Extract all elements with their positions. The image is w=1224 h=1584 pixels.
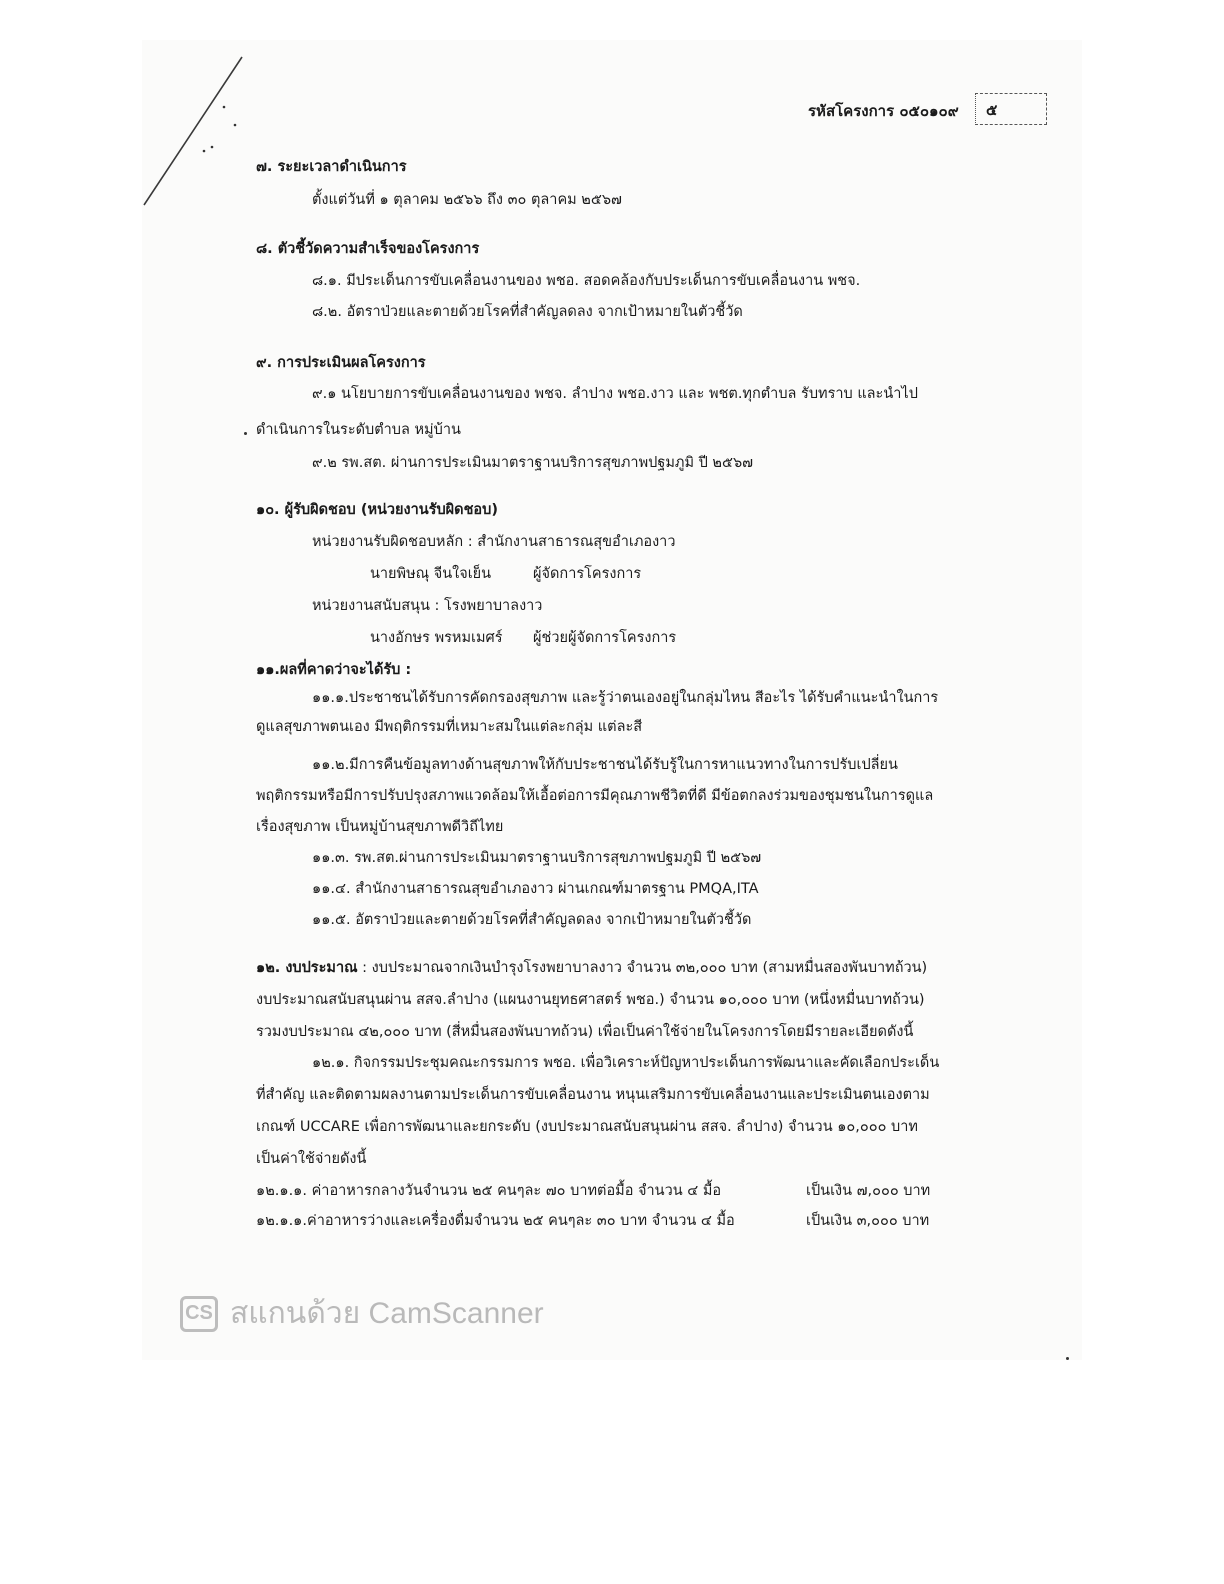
section-9-item-2: ๙.๒ รพ.สต. ผ่านการประเมินมาตราฐานบริการสุขภาพปฐมภูมิ ปี ๒๕๖๗ [312, 455, 754, 471]
section-8-item: ๘.๒. อัตราป่วยและตายด้วยโรคที่สำคัญลดลง จากเป้าหมายในตัวชี้วัด [312, 304, 743, 320]
support-unit: หน่วยงานสนับสนุน : โรงพยาบาลงาว [312, 598, 543, 614]
section-11-heading: ๑๑.ผลที่คาดว่าจะได้รับ : [256, 662, 412, 678]
section-12-budget-source: : งบประมาณจากเงินบำรุงโรงพยาบาลงาว จำนวน ๓๒,๐๐๐ บาท (สามหมื่นสองพันบาทถ้วน) [357, 960, 928, 976]
section-12-line-2: งบประมาณสนับสนุนผ่าน สสจ.ลำปาง (แผนงานยุทธศาสตร์ พชอ.) จำนวน ๑๐,๐๐๐ บาท (หนึ่งหมื่นบาทถ้วน) [256, 992, 925, 1008]
pen-stroke-mark [140, 55, 250, 210]
expense-amount: เป็นเงิน ๓,๐๐๐ บาท [806, 1213, 930, 1229]
section-11-item-3: ๑๑.๓. รพ.สต.ผ่านการประเมินมาตราฐานบริการสุขภาพปฐมภูมิ ปี ๒๕๖๗ [312, 850, 762, 866]
section-11-item-4: ๑๑.๔. สำนักงานสาธารณสุขอำเภองาว ผ่านเกณฑ์มาตรฐาน PMQA,ITA [312, 881, 759, 897]
page-number-box [975, 93, 1047, 125]
main-responsible-role: ผู้จัดการโครงการ [533, 566, 642, 582]
section-11-item-2: ๑๑.๒.มีการคืนข้อมูลทางด้านสุขภาพให้กับประชาชนได้รับรู้ในการหาแนวทางในการปรับเปลี่ยน [312, 757, 898, 773]
section-11-item-1: ๑๑.๑.ประชาชนได้รับการคัดกรองสุขภาพ และรู้ว่าตนเองอยู่ในกลุ่มไหน สีอะไร ได้รับคำแนะนำในการ [312, 690, 939, 706]
expense-amount: เป็นเงิน ๗,๐๐๐ บาท [806, 1183, 931, 1199]
section-12-line-3: รวมงบประมาณ ๔๒,๐๐๐ บาท (สี่หมื่นสองพันบาทถ้วน) เพื่อเป็นค่าใช้จ่ายในโครงการโดยมีรายละเอียดดังนี้ [256, 1024, 914, 1040]
section-11-item-5: ๑๑.๕. อัตราป่วยและตายด้วยโรคที่สำคัญลดลง จากเป้าหมายในตัวชี้วัด [312, 912, 752, 928]
section-7-heading: ๗. ระยะเวลาดำเนินการ [256, 159, 407, 175]
section-8-item: ๘.๑. มีประเด็นการขับเคลื่อนงานของ พชอ. สอดคล้องกับประเด็นการขับเคลื่อนงาน พชจ. [312, 273, 861, 289]
activity-12-1-cont: เกณฑ์ UCCARE เพื่อการพัฒนาและยกระดับ (งบประมาณสนับสนุนผ่าน สสจ. ลำปาง) จำนวน ๑๐,๐๐๐ บาท [256, 1119, 918, 1135]
section-12-line-1 [256, 958, 927, 978]
section-8-heading: ๘. ตัวชี้วัดความสำเร็จของโครงการ [256, 241, 480, 257]
camscanner-logo-icon: CS [180, 1296, 218, 1332]
expense-item: ๑๒.๑.๑. ค่าอาหารกลางวันจำนวน ๒๕ คนๆละ ๗๐ บาทต่อมื้อ จำนวน ๔ มื้อ [256, 1183, 722, 1199]
activity-12-1-cont: เป็นค่าใช้จ่ายดังนี้ [256, 1151, 367, 1167]
section-9-heading: ๙. การประเมินผลโครงการ [256, 355, 426, 371]
section-11-item-2-cont: พฤติกรรมหรือมีการปรับปรุงสภาพแวดล้อมให้เอื้อต่อการมีคุณภาพชีวิตที่ดี มีข้อตกลงร่วมของชุมชนในการดูแล [256, 788, 934, 804]
watermark-text: สแกนด้วย CamScanner [230, 1297, 544, 1330]
scan-speck [1066, 1357, 1069, 1360]
activity-12-1: ๑๒.๑. กิจกรรมประชุมคณะกรรมการ พชอ. เพื่อวิเคราะห์ปัญหาประเด็นการพัฒนาและคัดเลือกประเด็น [312, 1055, 940, 1071]
scan-speck [244, 432, 247, 435]
project-code: รหัสโครงการ ๐๕๐๑๐๙ [808, 102, 959, 120]
section-11-item-2-cont: เรื่องสุขภาพ เป็นหมู่บ้านสุขภาพดีวิถีไทย [256, 819, 504, 835]
section-9-item-1-cont: ดำเนินการในระดับตำบล หมู่บ้าน [256, 422, 461, 438]
section-12-heading: ๑๒. งบประมาณ [256, 960, 358, 976]
support-person: นางอักษร พรหมเมศร์ [370, 630, 503, 646]
section-11-item-1-cont: ดูแลสุขภาพตนเอง มีพฤติกรรมที่เหมาะสมในแต่ละกลุ่ม แต่ละสี [256, 719, 643, 735]
main-responsible-unit: หน่วยงานรับผิดชอบหลัก : สำนักงานสาธารณสุขอำเภองาว [312, 534, 676, 550]
expense-item: ๑๒.๑.๑.ค่าอาหารว่างและเครื่องดื่มจำนวน ๒๕ คนๆละ ๓๐ บาท จำนวน ๔ มื้อ [256, 1213, 735, 1229]
camscanner-watermark [180, 1290, 544, 1337]
page-number: ๕ [986, 101, 998, 119]
main-responsible-person: นายพิษณุ จีนใจเย็น [370, 566, 492, 582]
section-9-item-1: ๙.๑ นโยบายการขับเคลื่อนงานของ พชจ. ลำปาง พชอ.งาว และ พชต.ทุกตำบล รับทราบ และนำไป [312, 386, 918, 402]
section-10-heading: ๑๐. ผู้รับผิดชอบ (หน่วยงานรับผิดชอบ) [256, 502, 498, 518]
section-7-line: ตั้งแต่วันที่ ๑ ตุลาคม ๒๕๖๖ ถึง ๓๐ ตุลาคม ๒๕๖๗ [312, 192, 622, 208]
support-role: ผู้ช่วยผู้จัดการโครงการ [533, 630, 677, 646]
activity-12-1-cont: ที่สำคัญ และติดตามผลงานตามประเด็นการขับเคลื่อนงาน หนุนเสริมการขับเคลื่อนงานและประเมินตนเองตาม [256, 1087, 930, 1103]
